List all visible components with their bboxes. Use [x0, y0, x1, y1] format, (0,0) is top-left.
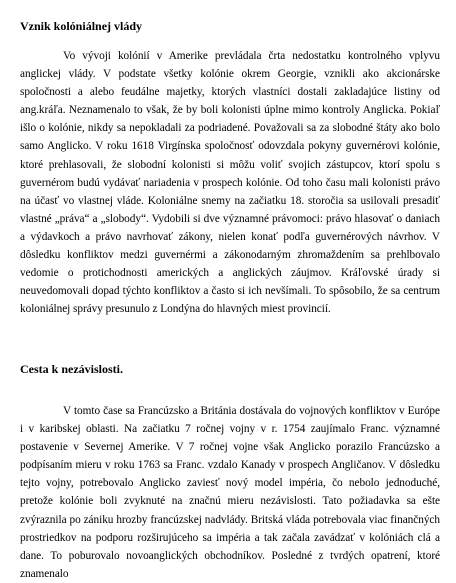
section-paragraph-colonial-government: Vo vývoji kolónií v Amerike prevládala črta nedostatku kontrolného vplyvu anglickej vlády. V podstate všetky kolónie okrem Georgie, vznikli ako akcionárske spoločnosti a alebo feudálne majetky, ktorých vlastníci dostali zakladajúce listiny od ang.kráľa. Neznamenalo to však, že by boli kolonisti úplne mimo kontroly Anglicka. Pokiaľ išlo o kolónie, nikdy sa nepokladali za podriadené. Považovali sa za slobodné štáty ako bolo samo Anglicko. V roku 1618 Virgínska spoločnosť odovzdala pokyny guvernérovi kolónie, ktoré prehlasovali, že slobodní kolonisti si môžu voliť svojich zástupcov, ktorí spolu s guvernérom budú vydávať nariadenia v prospech kolónie. Od toho času mali kolonisti právo na účasť vo vlastnej vláde. Koloniálne snemy na začiatku 18. storočia sa usilovali presadiť vlastné „práva“ a „slobody“. Vydobili si dve významné právomoci: právo hlasovať o daniach a výdavkoch a právo navrhovať zákony, nielen konať podľa guvernérových návrhov. V dôsledku konfliktov medzi guvernérmi a zákonodarným zhromaždením sa prehlbovalo vedomie o protichodnosti amerických a anglických záujmov. Kráľovské úrady si neuvedomovali dopad týchto konfliktov a často si ich nevšímali. To spôsobilo, že sa centrum koloniálnej správy presunulo z Londýna do hlavných miest provincií. — [20, 50, 440, 316]
section-heading-colonial-government: Vznik kolóniálnej vlády — [20, 19, 143, 33]
section-paragraph-road-to-independence: V tomto čase sa Francúzsko a Británia dostávala do vojnových konfliktov v Európe i v karibskej oblasti. Na začiatku 7 ročnej vojny v r. 1754 zaujímalo Franc. významné postavenie v Severnej Amerike. V 7 ročnej vojne však Anglicko porazilo Francúzsko a podpísaním mieru v roku 1763 sa Franc. vzdalo Kanady v prospech Angličanov. V dôsledku tejto vojny, potrebovalo Anglicko zaviesť nový model impéria, čo nebolo jednoduché, pretože kolónie boli zvyknuté na značnú mieru nezávislosti. Tato požiadavka sa ešte zvýraznila po zániku hrozby francúzskej nadvlády. Britská vláda potrebovala viac finančných prostriedkov na podporu rozširujúceho sa impéria a tak začala zavádzať v kolóniách clá a dane. To poburovalo novoanglických obchodníkov. Posledné z tvrdých opatrení, ktoré znamenalo — [20, 405, 440, 580]
section-heading-road-to-independence: Cesta k nezávislosti. — [20, 362, 123, 376]
